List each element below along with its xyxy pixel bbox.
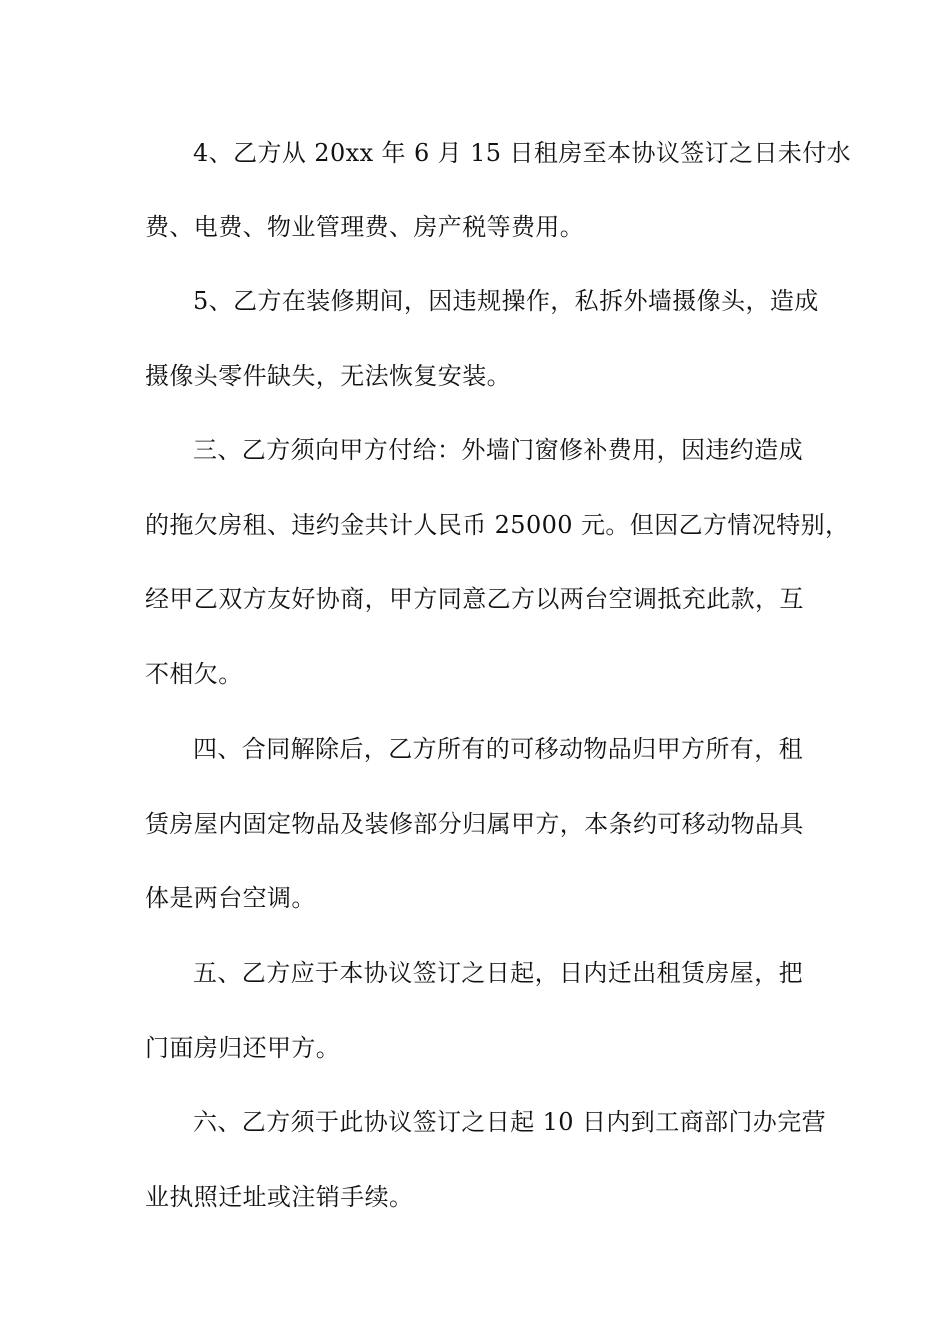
clause-5-line-2: 摄像头零件缺失，无法恢复安装。 bbox=[145, 362, 511, 390]
section-4-line-2: 赁房屋内固定物品及装修部分归属甲方，本条约可移动物品具 bbox=[145, 810, 804, 838]
section-4-line-3: 体是两台空调。 bbox=[145, 884, 316, 912]
section-6-line-2: 业执照迁址或注销手续。 bbox=[145, 1183, 414, 1211]
section-3-line-4: 不相欠。 bbox=[145, 660, 243, 688]
clause-5-line-1: 5、乙方在装修期间，因违规操作，私拆外墙摄像头，造成 bbox=[193, 287, 819, 315]
section-3-line-2: 的拖欠房租、违约金共计人民币 25000 元。但因乙方情况特别， bbox=[145, 511, 850, 539]
section-5-line-1: 五、乙方应于本协议签订之日起，日内迁出租赁房屋，把 bbox=[193, 959, 803, 987]
section-3-line-1: 三、乙方须向甲方付给：外墙门窗修补费用，因违约造成 bbox=[193, 436, 803, 464]
clause-4-line-2: 费、电费、物业管理费、房产税等费用。 bbox=[145, 213, 585, 241]
section-3-line-3: 经甲乙双方友好协商，甲方同意乙方以两台空调抵充此款，互 bbox=[145, 585, 804, 613]
section-6-line-1: 六、乙方须于此协议签订之日起 10 日内到工商部门办完营 bbox=[193, 1108, 826, 1136]
clause-4-line-1: 4、乙方从 20xx 年 6 月 15 日租房至本协议签订之日未付水 bbox=[193, 139, 852, 167]
section-5-line-2: 门面房归还甲方。 bbox=[145, 1034, 341, 1062]
section-4-line-1: 四、合同解除后，乙方所有的可移动物品归甲方所有，租 bbox=[193, 735, 803, 763]
